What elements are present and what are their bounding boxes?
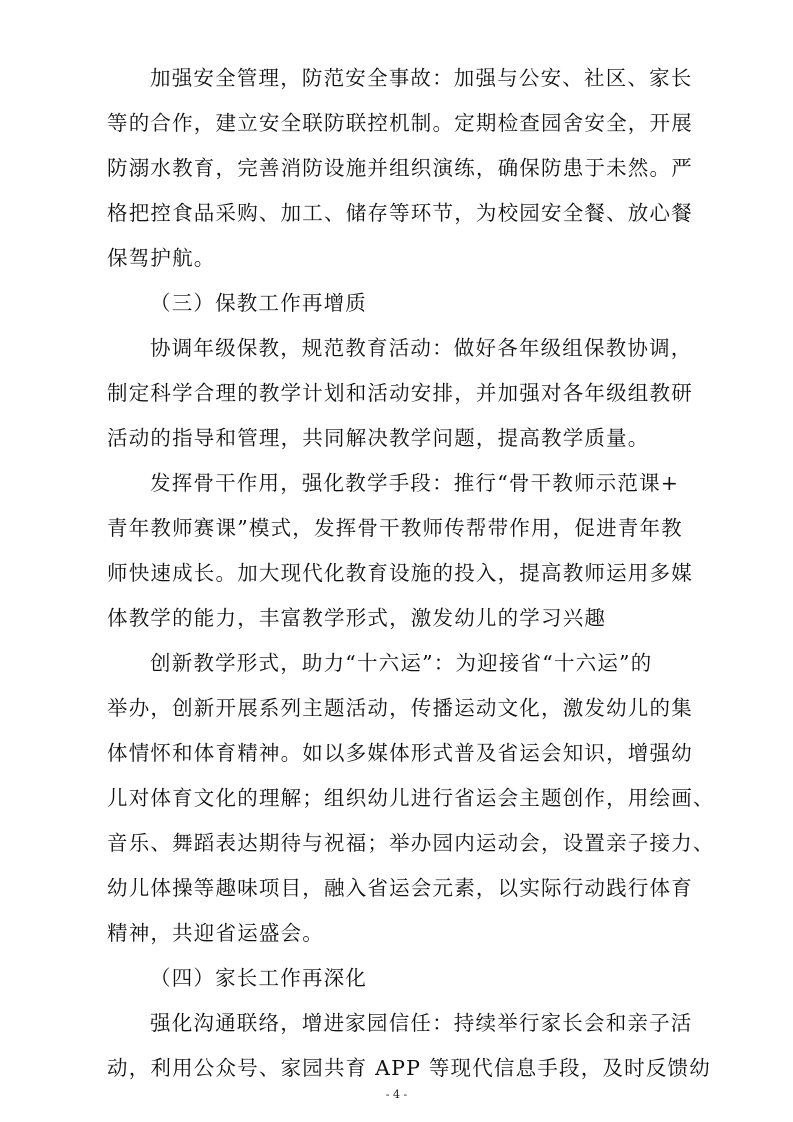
paragraph-communication-line-1: 强化沟通联络，增进家园信任：持续举行家长会和亲子活 [150,1011,693,1035]
section-heading-3: （三）保教工作再增质 [150,291,367,315]
paragraph-backbone-line-4: 体教学的能力，丰富教学形式，激发幼儿的学习兴趣 [107,606,607,630]
paragraph-safety-line-3: 防溺水教育，完善消防设施并组织演练，确保防患于未然。严 [107,156,693,180]
paragraph-communication-line-2: 动，利用公众号、家园共育 APP 等现代信息手段，及时反馈幼 [107,1056,711,1080]
paragraph-innovation-line-4: 儿对体育文化的理解；组织幼儿进行省运会主题创作，用绘画、 [107,786,715,810]
paragraph-innovation-line-3: 体情怀和体育精神。如以多媒体形式普及省运会知识，增强幼 [107,741,693,765]
paragraph-innovation-line-5: 音乐、舞蹈表达期待与祝福；举办园内运动会，设置亲子接力、 [107,831,715,855]
paragraph-safety-line-4: 格把控食品采购、加工、储存等环节，为校园安全餐、放心餐 [107,201,693,225]
paragraph-backbone-line-3: 师快速成长。加大现代化教育设施的投入，提高教师运用多媒 [107,561,693,585]
paragraph-coordination-line-1: 协调年级保教，规范教育活动：做好各年级组保教协调， [150,336,693,360]
paragraph-coordination-line-3: 活动的指导和管理，共同解决教学问题，提高教学质量。 [107,426,650,450]
paragraph-innovation-line-1: 创新教学形式，助力“十六运”：为迎接省“十六运”的 [150,651,653,675]
page-number: - 4 - [385,1088,408,1101]
paragraph-backbone-line-2: 青年教师赛课”模式，发挥骨干教师传帮带作用，促进青年教 [107,516,683,540]
paragraph-innovation-line-7: 精神，共迎省运盛会。 [107,921,324,945]
paragraph-innovation-line-6: 幼儿体操等趣味项目，融入省运会元素，以实际行动践行体育 [107,876,693,900]
paragraph-coordination-line-2: 制定科学合理的教学计划和活动安排，并加强对各年级组教研 [107,381,693,405]
section-heading-4: （四）家长工作再深化 [150,966,367,990]
paragraph-innovation-line-2: 举办，创新开展系列主题活动，传播运动文化，激发幼儿的集 [107,696,693,720]
paragraph-safety-line-1: 加强安全管理，防范安全事故：加强与公安、社区、家长 [150,66,693,90]
paragraph-safety-line-2: 等的合作，建立安全联防联控机制。定期检查园舍安全，开展 [107,111,693,135]
paragraph-backbone-line-1: 发挥骨干作用，强化教学手段：推行“骨干教师示范课+ [150,471,680,495]
paragraph-safety-line-5: 保驾护航。 [107,246,216,270]
